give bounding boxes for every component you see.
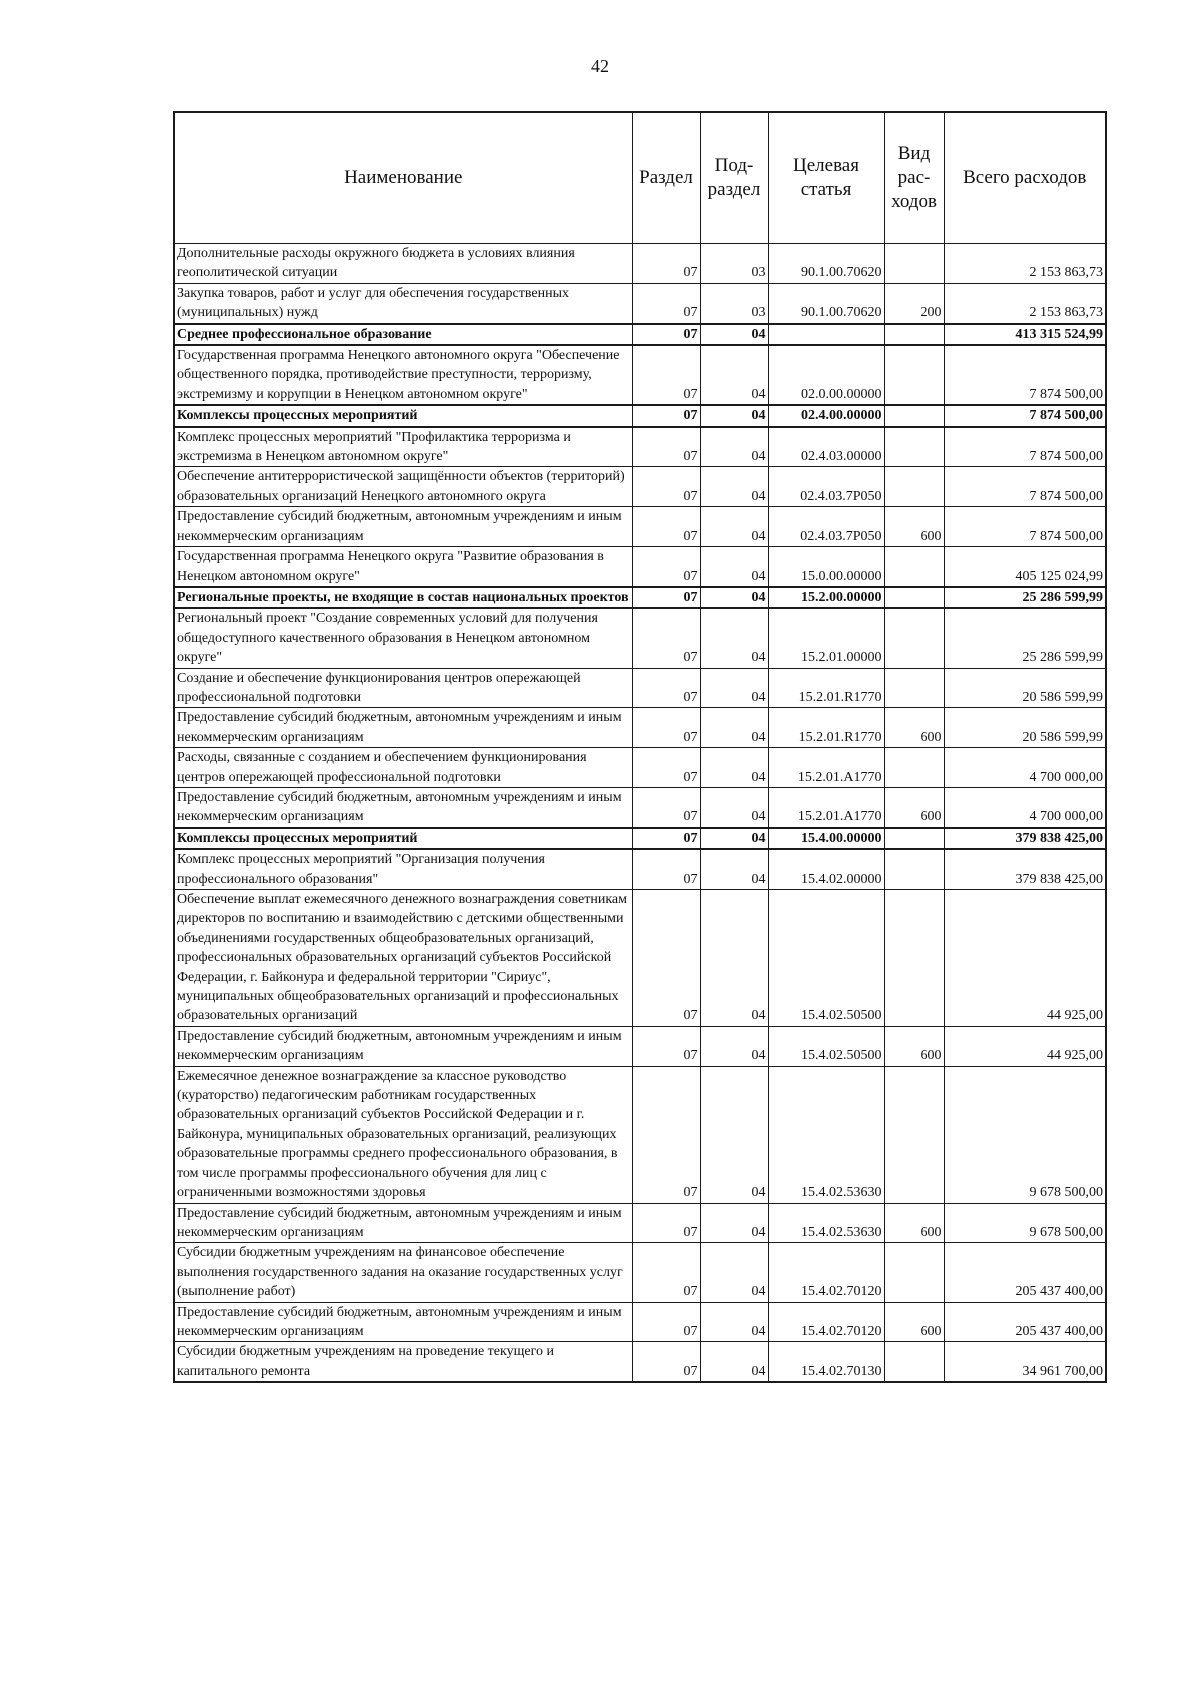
row-celevaya-cell: 02.4.03.7Р050 bbox=[768, 507, 884, 547]
row-razdel-cell: 07 bbox=[632, 547, 700, 587]
row-podrazdel-cell: 04 bbox=[700, 345, 768, 405]
row-podrazdel-cell: 04 bbox=[700, 890, 768, 1027]
row-razdel-cell: 07 bbox=[632, 427, 700, 467]
row-total-cell: 379 838 425,00 bbox=[944, 828, 1106, 849]
row-total-cell: 9 678 500,00 bbox=[944, 1066, 1106, 1203]
header-vid-line-3: ходов bbox=[891, 191, 937, 212]
row-vid-cell bbox=[884, 405, 944, 426]
row-celevaya-cell: 15.4.02.53630 bbox=[768, 1203, 884, 1243]
row-total-cell: 205 437 400,00 bbox=[944, 1302, 1106, 1342]
row-celevaya-cell: 02.0.00.00000 bbox=[768, 345, 884, 405]
table-row bbox=[174, 608, 1106, 668]
table-row bbox=[174, 1203, 1106, 1243]
row-vid-cell: 600 bbox=[884, 787, 944, 827]
row-total-cell: 44 925,00 bbox=[944, 890, 1106, 1027]
row-total-cell: 2 153 863,73 bbox=[944, 244, 1106, 284]
row-razdel-cell: 07 bbox=[632, 1203, 700, 1243]
table-row bbox=[174, 324, 1106, 345]
table-body bbox=[174, 244, 1106, 1383]
row-vid-cell: 600 bbox=[884, 708, 944, 748]
row-vid-cell bbox=[884, 547, 944, 587]
row-name-cell: Расходы, связанные с созданием и обеспечением функционирования центров опережающей профессиональной подготовки bbox=[174, 748, 632, 788]
row-vid-cell bbox=[884, 1342, 944, 1382]
row-razdel-cell: 07 bbox=[632, 283, 700, 323]
table-row bbox=[174, 890, 1106, 1027]
table-row bbox=[174, 345, 1106, 405]
row-total-cell: 7 874 500,00 bbox=[944, 427, 1106, 467]
row-name-cell: Дополнительные расходы окружного бюджета в условиях влияния геополитической ситуации bbox=[174, 244, 632, 284]
row-name-cell: Ежемесячное денежное вознаграждение за классное руководство (кураторство) педагогическим работникам государственных образовательных организаций субъектов Российской Федерации и г. Байконура, муниципальных образовательных организаций, реализующих образовательные программы среднего профессионального образования, в том числе программы профессионального обучения для лиц с ограниченными возможностями здоровья bbox=[174, 1066, 632, 1203]
row-razdel-cell: 07 bbox=[632, 708, 700, 748]
row-total-cell: 20 586 599,99 bbox=[944, 708, 1106, 748]
table-row bbox=[174, 828, 1106, 849]
row-name-cell: Субсидии бюджетным учреждениям на проведение текущего и капитального ремонта bbox=[174, 1342, 632, 1382]
row-name-cell: Предоставление субсидий бюджетным, автономным учреждениям и иным некоммерческим организациям bbox=[174, 708, 632, 748]
row-celevaya-cell: 02.4.03.00000 bbox=[768, 427, 884, 467]
row-name-cell: Предоставление субсидий бюджетным, автономным учреждениям и иным некоммерческим организациям bbox=[174, 1203, 632, 1243]
row-name-cell: Государственная программа Ненецкого округа "Развитие образования в Ненецком автономном округе" bbox=[174, 547, 632, 587]
row-total-cell: 34 961 700,00 bbox=[944, 1342, 1106, 1382]
row-vid-cell bbox=[884, 608, 944, 668]
table-row bbox=[174, 467, 1106, 507]
row-podrazdel-cell: 04 bbox=[700, 1243, 768, 1302]
row-vid-cell bbox=[884, 587, 944, 608]
row-podrazdel-cell: 04 bbox=[700, 1026, 768, 1066]
row-name-cell: Создание и обеспечение функционирования центров опережающей профессиональной подготовки bbox=[174, 668, 632, 708]
row-razdel-cell: 07 bbox=[632, 1026, 700, 1066]
row-total-cell: 9 678 500,00 bbox=[944, 1203, 1106, 1243]
row-razdel-cell: 07 bbox=[632, 668, 700, 708]
header-podrazdel-line-2: раздел bbox=[707, 179, 761, 200]
row-name-cell: Комплекс процессных мероприятий "Профилактика терроризма и экстремизма в Ненецком автономном округе" bbox=[174, 427, 632, 467]
row-razdel-cell: 07 bbox=[632, 828, 700, 849]
row-vid-cell: 600 bbox=[884, 1026, 944, 1066]
row-total-cell: 405 125 024,99 bbox=[944, 547, 1106, 587]
header-podrazdel-line-1: Под- bbox=[714, 155, 754, 176]
row-name-cell: Предоставление субсидий бюджетным, автономным учреждениям и иным некоммерческим организациям bbox=[174, 507, 632, 547]
row-total-cell: 4 700 000,00 bbox=[944, 748, 1106, 788]
row-vid-cell bbox=[884, 324, 944, 345]
row-podrazdel-cell: 03 bbox=[700, 244, 768, 284]
row-name-cell: Предоставление субсидий бюджетным, автономным учреждениям и иным некоммерческим организациям bbox=[174, 1302, 632, 1342]
row-vid-cell bbox=[884, 1066, 944, 1203]
page-number: 42 bbox=[591, 56, 609, 76]
row-vid-cell bbox=[884, 244, 944, 284]
row-name-cell: Обеспечение антитеррористической защищённости объектов (территорий) образовательных организаций Ненецкого автономного округа bbox=[174, 467, 632, 507]
row-name-cell: Предоставление субсидий бюджетным, автономным учреждениям и иным некоммерческим организациям bbox=[174, 787, 632, 827]
row-vid-cell bbox=[884, 849, 944, 889]
row-celevaya-cell: 15.4.02.70130 bbox=[768, 1342, 884, 1382]
table-row bbox=[174, 787, 1106, 827]
table-row bbox=[174, 244, 1106, 284]
row-celevaya-cell: 15.4.02.53630 bbox=[768, 1066, 884, 1203]
table-row bbox=[174, 1302, 1106, 1342]
row-vid-cell: 600 bbox=[884, 1203, 944, 1243]
row-razdel-cell: 07 bbox=[632, 849, 700, 889]
table-row bbox=[174, 708, 1106, 748]
row-celevaya-cell: 02.4.03.7Р050 bbox=[768, 467, 884, 507]
row-podrazdel-cell: 04 bbox=[700, 324, 768, 345]
row-total-cell: 7 874 500,00 bbox=[944, 467, 1106, 507]
row-razdel-cell: 07 bbox=[632, 587, 700, 608]
row-vid-cell bbox=[884, 748, 944, 788]
row-celevaya-cell: 15.4.02.50500 bbox=[768, 1026, 884, 1066]
header-vid-line-1: Вид bbox=[897, 143, 931, 164]
row-podrazdel-cell: 04 bbox=[700, 748, 768, 788]
table-row bbox=[174, 547, 1106, 587]
header-celevaya-line-1: Целевая bbox=[793, 155, 859, 176]
header-name: Наименование bbox=[174, 112, 632, 244]
row-razdel-cell: 07 bbox=[632, 748, 700, 788]
row-total-cell: 25 286 599,99 bbox=[944, 608, 1106, 668]
row-celevaya-cell bbox=[768, 324, 884, 345]
row-total-cell: 4 700 000,00 bbox=[944, 787, 1106, 827]
row-podrazdel-cell: 04 bbox=[700, 668, 768, 708]
row-name-cell: Комплексы процессных мероприятий bbox=[174, 405, 632, 426]
row-razdel-cell: 07 bbox=[632, 467, 700, 507]
row-celevaya-cell: 15.2.01.R1770 bbox=[768, 668, 884, 708]
row-razdel-cell: 07 bbox=[632, 244, 700, 284]
row-celevaya-cell: 15.4.02.70120 bbox=[768, 1302, 884, 1342]
header-celevaya-line-2: статья bbox=[800, 179, 852, 200]
row-total-cell: 20 586 599,99 bbox=[944, 668, 1106, 708]
row-razdel-cell: 07 bbox=[632, 1066, 700, 1203]
row-name-cell: Государственная программа Ненецкого автономного округа "Обеспечение общественного порядка, противодействие преступности, терроризму, экстремизму и коррупции в Ненецком автономном округе" bbox=[174, 345, 632, 405]
row-vid-cell: 600 bbox=[884, 507, 944, 547]
row-razdel-cell: 07 bbox=[632, 1243, 700, 1302]
row-celevaya-cell: 15.2.01.00000 bbox=[768, 608, 884, 668]
table-row bbox=[174, 587, 1106, 608]
row-total-cell: 413 315 524,99 bbox=[944, 324, 1106, 345]
row-total-cell: 44 925,00 bbox=[944, 1026, 1106, 1066]
row-podrazdel-cell: 04 bbox=[700, 787, 768, 827]
row-name-cell: Комплексы процессных мероприятий bbox=[174, 828, 632, 849]
row-total-cell: 7 874 500,00 bbox=[944, 405, 1106, 426]
row-vid-cell bbox=[884, 467, 944, 507]
row-podrazdel-cell: 04 bbox=[700, 1066, 768, 1203]
header-celevaya bbox=[768, 112, 884, 244]
budget-table bbox=[173, 111, 1107, 1383]
table-row bbox=[174, 849, 1106, 889]
row-razdel-cell: 07 bbox=[632, 608, 700, 668]
row-name-cell: Среднее профессиональное образование bbox=[174, 324, 632, 345]
header-razdel: Раздел bbox=[632, 112, 700, 244]
row-vid-cell bbox=[884, 345, 944, 405]
row-podrazdel-cell: 04 bbox=[700, 427, 768, 467]
header-vid bbox=[884, 112, 944, 244]
header-vid-line-2: рас- bbox=[897, 167, 931, 188]
row-celevaya-cell: 15.2.00.00000 bbox=[768, 587, 884, 608]
row-podrazdel-cell: 04 bbox=[700, 467, 768, 507]
table-row bbox=[174, 1066, 1106, 1203]
row-podrazdel-cell: 04 bbox=[700, 1342, 768, 1382]
row-podrazdel-cell: 04 bbox=[700, 708, 768, 748]
row-total-cell: 205 437 400,00 bbox=[944, 1243, 1106, 1302]
row-podrazdel-cell: 04 bbox=[700, 547, 768, 587]
table-header-row bbox=[174, 112, 1106, 244]
row-razdel-cell: 07 bbox=[632, 787, 700, 827]
row-name-cell: Региональный проект "Создание современных условий для получения общедоступного качественного образования в Ненецком автономном округе" bbox=[174, 608, 632, 668]
row-total-cell: 379 838 425,00 bbox=[944, 849, 1106, 889]
row-total-cell: 25 286 599,99 bbox=[944, 587, 1106, 608]
row-podrazdel-cell: 04 bbox=[700, 587, 768, 608]
row-razdel-cell: 07 bbox=[632, 890, 700, 1027]
table-row bbox=[174, 507, 1106, 547]
row-total-cell: 7 874 500,00 bbox=[944, 507, 1106, 547]
row-podrazdel-cell: 04 bbox=[700, 1302, 768, 1342]
row-vid-cell bbox=[884, 427, 944, 467]
row-podrazdel-cell: 04 bbox=[700, 1203, 768, 1243]
row-razdel-cell: 07 bbox=[632, 345, 700, 405]
header-total: Всего расходов bbox=[944, 112, 1106, 244]
table-row bbox=[174, 1026, 1106, 1066]
row-vid-cell bbox=[884, 668, 944, 708]
row-name-cell: Субсидии бюджетным учреждениям на финансовое обеспечение выполнения государственного задания на оказание государственных услуг (выполнение работ) bbox=[174, 1243, 632, 1302]
row-celevaya-cell: 90.1.00.70620 bbox=[768, 283, 884, 323]
table-row bbox=[174, 283, 1106, 323]
row-podrazdel-cell: 04 bbox=[700, 828, 768, 849]
table-row bbox=[174, 1342, 1106, 1382]
row-razdel-cell: 07 bbox=[632, 405, 700, 426]
row-celevaya-cell: 15.2.01.A1770 bbox=[768, 787, 884, 827]
row-name-cell: Обеспечение выплат ежемесячного денежного вознаграждения советникам директоров по воспитанию и взаимодействию с детскими общественными объединениями государственных общеобразовательных организаций, профессиональных образовательных организаций субъектов Российской Федерации, г. Байконура и федеральной территории "Сириус", муниципальных общеобразовательных организаций и профессиональных образовательных организаций bbox=[174, 890, 632, 1027]
row-podrazdel-cell: 04 bbox=[700, 507, 768, 547]
table-row bbox=[174, 1243, 1106, 1302]
row-razdel-cell: 07 bbox=[632, 507, 700, 547]
row-podrazdel-cell: 03 bbox=[700, 283, 768, 323]
row-podrazdel-cell: 04 bbox=[700, 608, 768, 668]
row-name-cell: Закупка товаров, работ и услуг для обеспечения государственных (муниципальных) нужд bbox=[174, 283, 632, 323]
table-row bbox=[174, 668, 1106, 708]
row-podrazdel-cell: 04 bbox=[700, 405, 768, 426]
row-celevaya-cell: 15.4.00.00000 bbox=[768, 828, 884, 849]
row-celevaya-cell: 15.4.02.00000 bbox=[768, 849, 884, 889]
row-vid-cell: 600 bbox=[884, 1302, 944, 1342]
row-celevaya-cell: 02.4.00.00000 bbox=[768, 405, 884, 426]
row-total-cell: 7 874 500,00 bbox=[944, 345, 1106, 405]
table-row bbox=[174, 405, 1106, 426]
row-celevaya-cell: 15.4.02.70120 bbox=[768, 1243, 884, 1302]
row-name-cell: Региональные проекты, не входящие в состав национальных проектов bbox=[174, 587, 632, 608]
row-name-cell: Комплекс процессных мероприятий "Организация получения профессионального образования" bbox=[174, 849, 632, 889]
header-podrazdel bbox=[700, 112, 768, 244]
row-name-cell: Предоставление субсидий бюджетным, автономным учреждениям и иным некоммерческим организациям bbox=[174, 1026, 632, 1066]
row-celevaya-cell: 15.0.00.00000 bbox=[768, 547, 884, 587]
row-celevaya-cell: 90.1.00.70620 bbox=[768, 244, 884, 284]
table-row bbox=[174, 748, 1106, 788]
row-vid-cell bbox=[884, 828, 944, 849]
row-razdel-cell: 07 bbox=[632, 1302, 700, 1342]
row-vid-cell: 200 bbox=[884, 283, 944, 323]
row-razdel-cell: 07 bbox=[632, 1342, 700, 1382]
row-total-cell: 2 153 863,73 bbox=[944, 283, 1106, 323]
row-vid-cell bbox=[884, 890, 944, 1027]
row-celevaya-cell: 15.2.01.A1770 bbox=[768, 748, 884, 788]
row-razdel-cell: 07 bbox=[632, 324, 700, 345]
row-podrazdel-cell: 04 bbox=[700, 849, 768, 889]
table-row bbox=[174, 427, 1106, 467]
row-vid-cell bbox=[884, 1243, 944, 1302]
row-celevaya-cell: 15.4.02.50500 bbox=[768, 890, 884, 1027]
row-celevaya-cell: 15.2.01.R1770 bbox=[768, 708, 884, 748]
